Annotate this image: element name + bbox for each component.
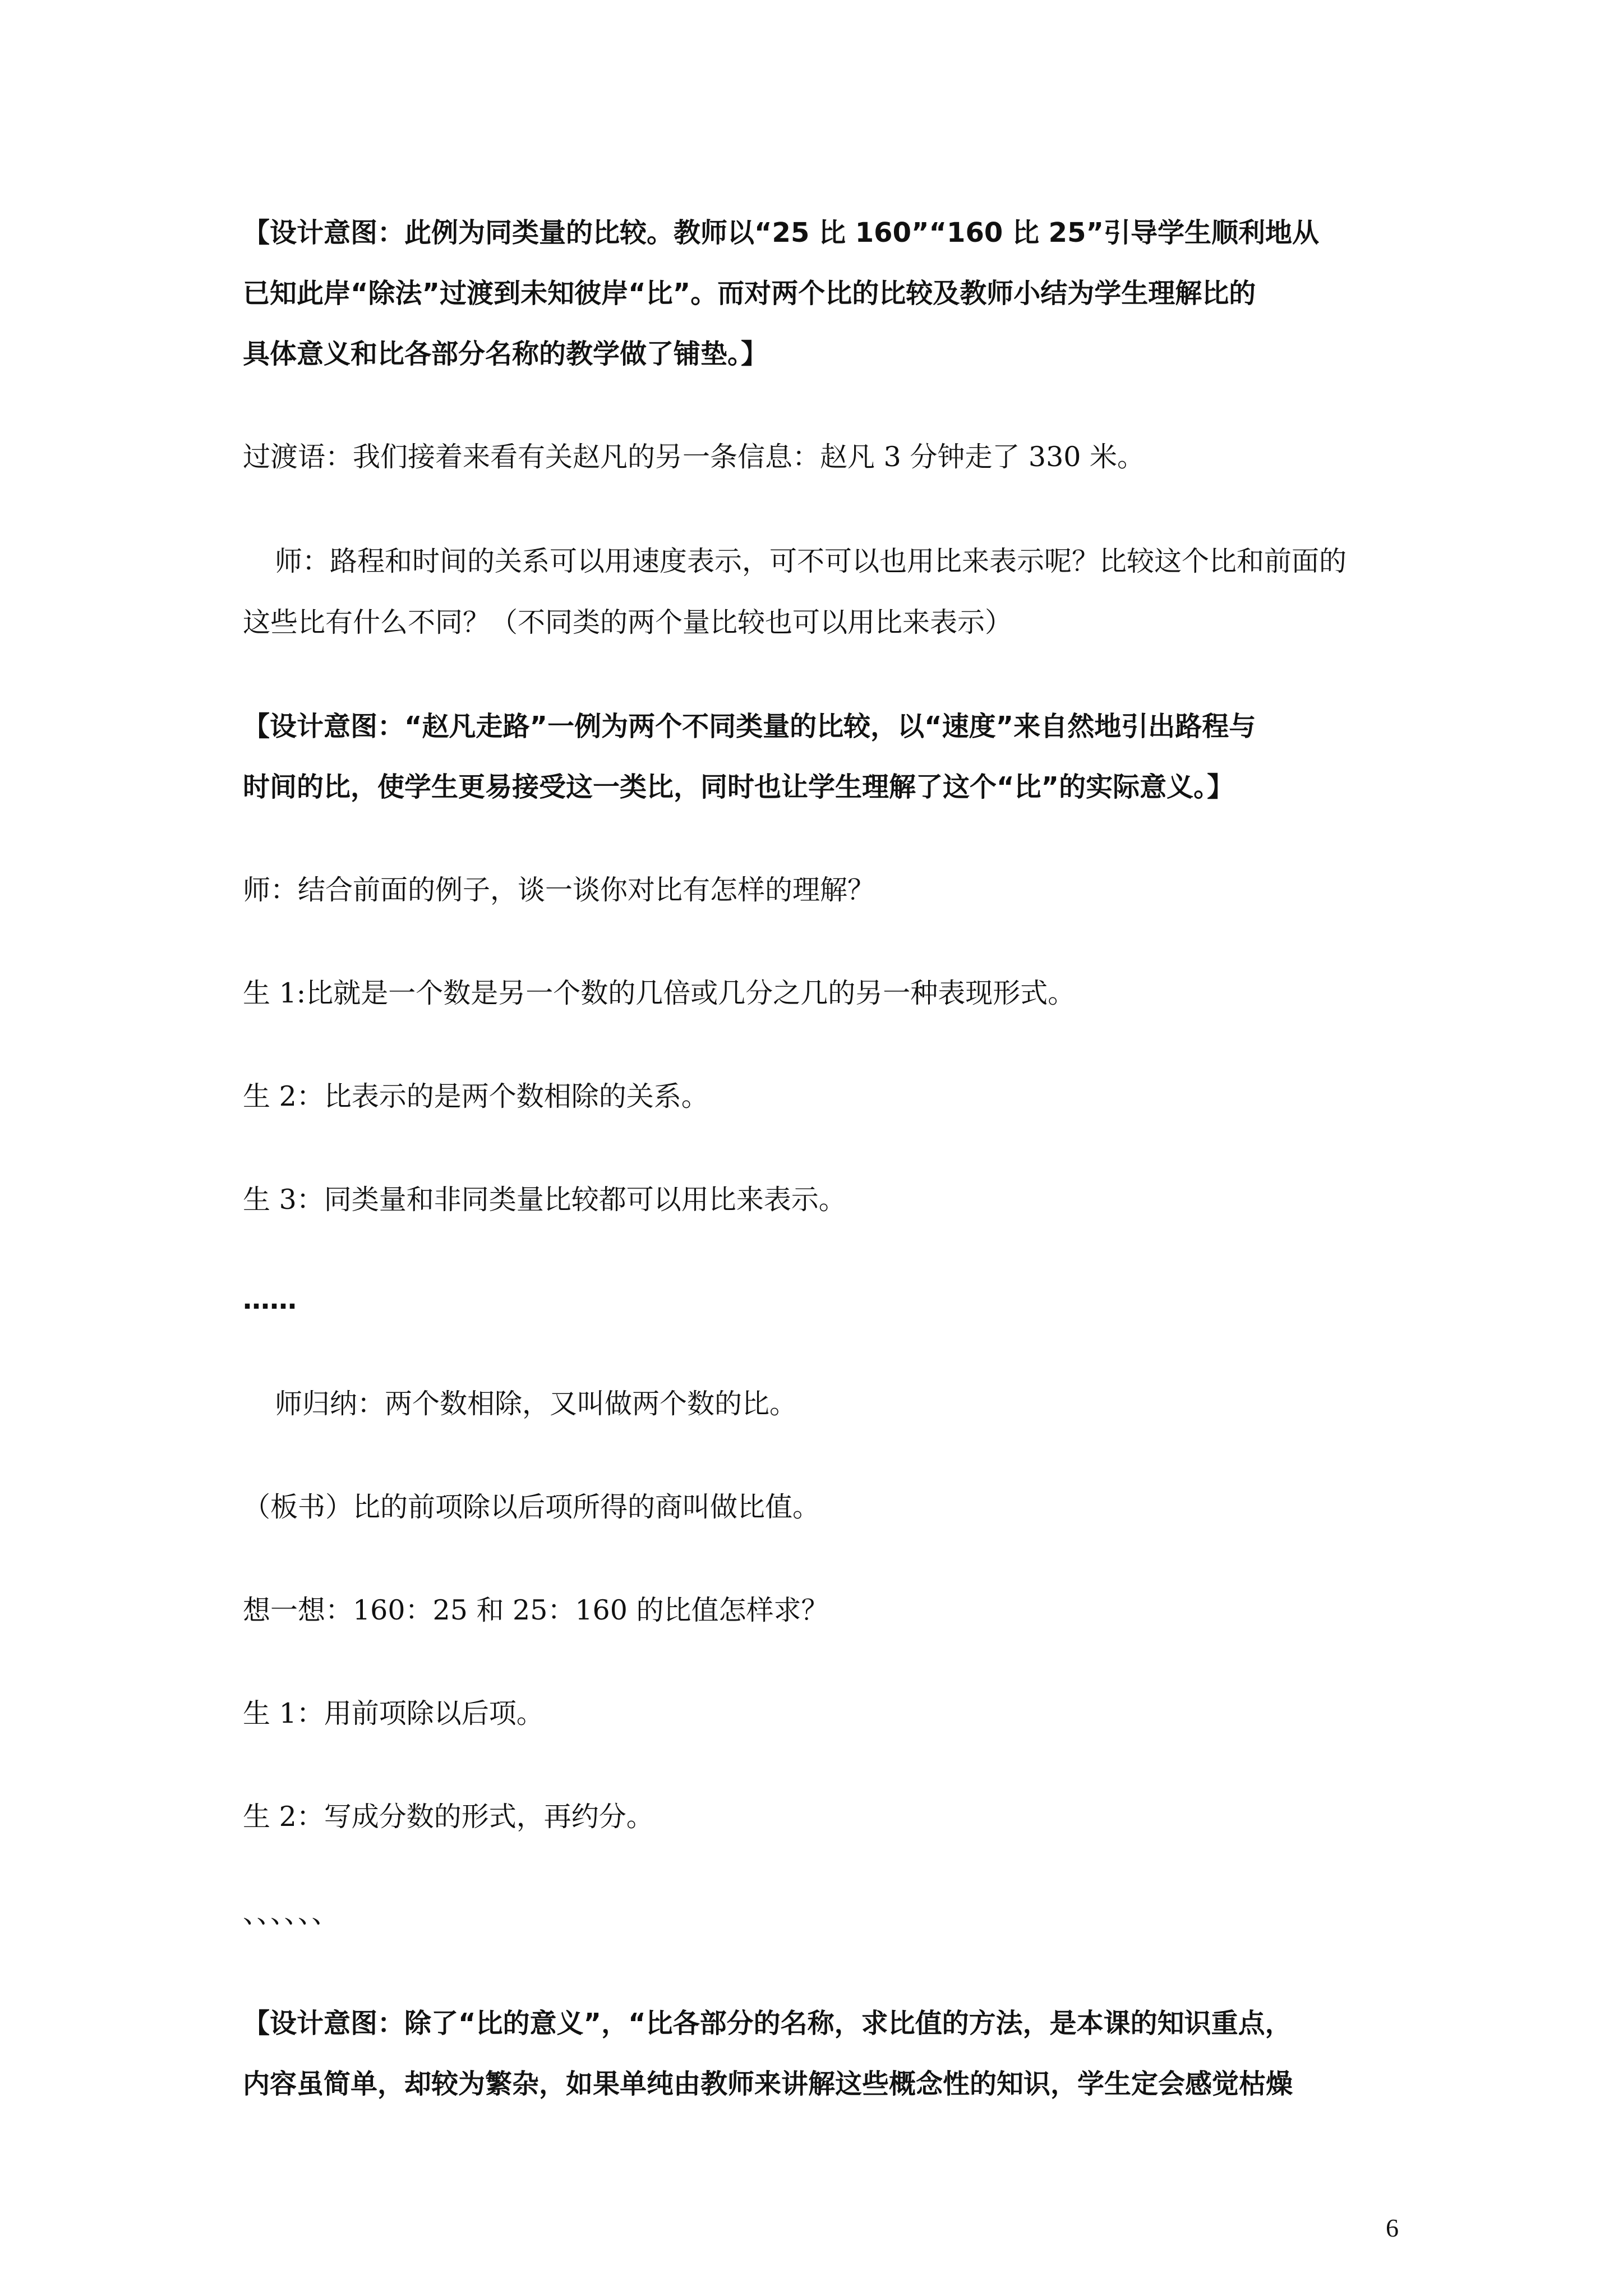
- transition-text: 过渡语：我们接着来看有关赵凡的另一条信息：赵凡 3 分钟走了 330 米。: [243, 441, 1145, 473]
- teacher-question-line-2: 这些比有什么不同？（不同类的两个量比较也可以用比来表示）: [243, 606, 1013, 638]
- design-intent-2-line-1: 【设计意图：“赵凡走路”一例为两个不同类量的比较，以“速度”来自然地引出路程与: [243, 711, 1256, 742]
- design-intent-3-line-1: 【设计意图：除了“比的意义”，“比各部分的名称，求比值的方法，是本课的知识重点，: [243, 2008, 1292, 2039]
- design-intent-1-line-3: 具体意义和比各部分名称的教学做了铺垫。】: [243, 338, 768, 370]
- design-intent-1-line-2: 已知此岸“除法”过渡到未知彼岸“比”。而对两个比的比较及教师小结为学生理解比的: [243, 278, 1256, 309]
- design-intent-3-line-2: 内容虽简单，却较为繁杂，如果单纯由教师来讲解这些概念性的知识，学生定会感觉枯燥: [243, 2068, 1293, 2100]
- student-3-answer: 生 3：同类量和非同类量比较都可以用比来表示。: [243, 1184, 846, 1216]
- design-intent-2-line-2: 时间的比，使学生更易接受这一类比，同时也让学生理解了这个“比”的实际意义。】: [243, 771, 1234, 803]
- student-1-answer: 生 1:比就是一个数是另一个数的几倍或几分之几的另一种表现形式。: [243, 977, 1076, 1009]
- blackboard-note: （板书）比的前项除以后项所得的商叫做比值。: [243, 1491, 820, 1523]
- teacher-summary: 师归纳：两个数相除，又叫做两个数的比。: [275, 1388, 797, 1420]
- student-2-method: 生 2：写成分数的形式，再约分。: [243, 1801, 654, 1833]
- teacher-question-line-1: 师：路程和时间的关系可以用速度表示，可不可以也用比来表示呢？比较这个比和前面的: [275, 545, 1347, 577]
- design-intent-1-line-1: 【设计意图：此例为同类量的比较。教师以“25 比 160”“160 比 25”引导学生顺利地从: [243, 217, 1320, 249]
- think-question: 想一想：160：25 和 25：160 的比值怎样求？: [243, 1594, 829, 1626]
- student-1-method: 生 1：用前项除以后项。: [243, 1697, 544, 1729]
- ellipsis: ……: [243, 1284, 297, 1315]
- page-number: 6: [1386, 2214, 1399, 2242]
- student-2-answer: 生 2：比表示的是两个数相除的关系。: [243, 1080, 709, 1112]
- continuation-marks: 、、、、、、: [243, 1897, 339, 1929]
- teacher-prompt: 师：结合前面的例子，谈一谈你对比有怎样的理解？: [243, 874, 875, 906]
